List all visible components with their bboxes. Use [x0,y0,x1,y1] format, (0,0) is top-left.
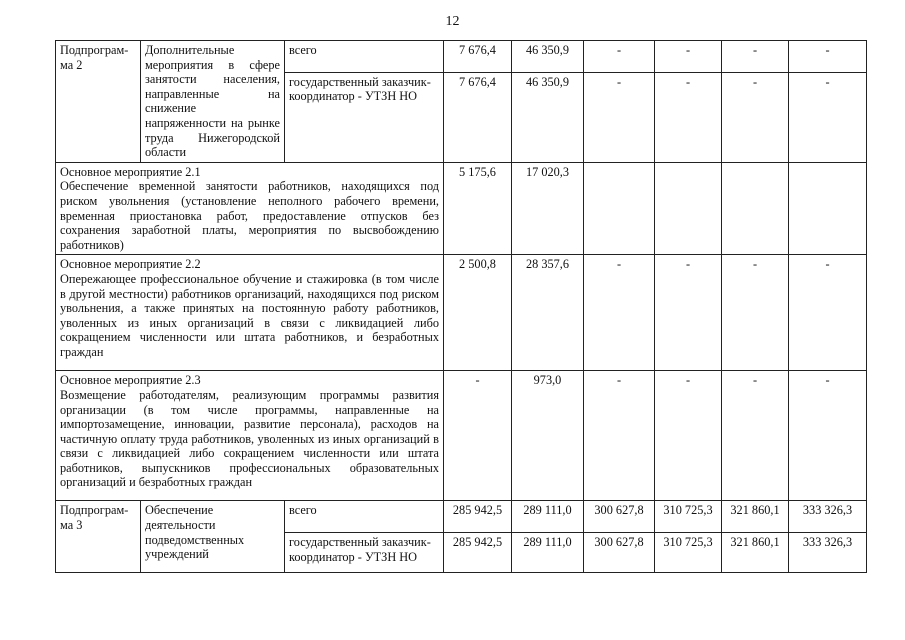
program-cell: Подпрограм-ма 2 [56,41,141,163]
value-cell: 321 860,1 [722,533,789,573]
table-row [56,41,867,73]
value-cell: 7 676,4 [444,72,512,162]
value-cell: 17 020,3 [512,162,584,255]
program-name-cell: Обеспечение деятельности подведомственных учреждений [141,501,285,573]
value-cell: - [722,72,789,162]
value-cell [655,162,722,255]
value-cell: - [444,371,512,501]
value-cell [584,162,655,255]
activity-text: Возмещение работодателям, реализующим программы развития организации (в том числе программы, направленные на импортозамещение, инновации, развитие персонала), расходов на частичную оплату труда работников, уволенных из иных организаций в связи с ликвидацией либо сокращением численности или штата работников, выпускников профессиональных образовательных организаций и безработных граждан [60,387,439,490]
source-label-cell: всего [285,41,444,73]
value-cell: 333 326,3 [789,501,867,533]
source-label-cell: государственный заказчик-координатор - УТЗН НО [285,72,444,162]
table-row [56,255,867,371]
source-label-cell: государственный заказчик-координатор - УТЗН НО [285,533,444,573]
activity-cell [56,255,444,371]
value-cell: 973,0 [512,371,584,501]
activity-title: Основное мероприятие 2.2 [60,257,201,272]
value-cell: 46 350,9 [512,41,584,73]
value-cell: 5 175,6 [444,162,512,255]
value-cell: - [655,371,722,501]
activity-cell [56,162,444,255]
activity-text: Опережающее профессиональное обучение и стажировка (в том числе в другой местности) работников организаций, находящихся под риском увольнения, а также принятых на постоянную работу работников, уволенных из иных организаций в связи с ликвидацией либо сокращением численности или штата работников, и безработных граждан [60,271,439,359]
value-cell: - [655,41,722,73]
value-cell: - [722,255,789,371]
value-cell: - [789,41,867,73]
program-name-cell: Дополнительные мероприятия в сфере занятости населения, направленные на снижение напряженности на рынке труда Нижегородской области [141,41,285,163]
value-cell [789,162,867,255]
value-cell: - [722,41,789,73]
table-row [56,371,867,501]
value-cell: - [789,255,867,371]
value-cell: - [655,255,722,371]
value-cell: 310 725,3 [655,533,722,573]
source-label-cell: всего [285,501,444,533]
table-row [56,162,867,255]
budget-table [55,40,867,573]
value-cell: 285 942,5 [444,533,512,573]
value-cell: 333 326,3 [789,533,867,573]
page-number: 12 [445,14,460,29]
value-cell: 300 627,8 [584,501,655,533]
value-cell: 321 860,1 [722,501,789,533]
activity-title: Основное мероприятие 2.3 [60,373,201,388]
value-cell: 46 350,9 [512,72,584,162]
value-cell: - [655,72,722,162]
value-cell: - [789,72,867,162]
value-cell: 285 942,5 [444,501,512,533]
value-cell: - [584,371,655,501]
activity-cell [56,371,444,501]
value-cell: 2 500,8 [444,255,512,371]
value-cell: 289 111,0 [512,501,584,533]
value-cell: - [722,371,789,501]
value-cell: 310 725,3 [655,501,722,533]
value-cell: - [584,41,655,73]
value-cell: - [789,371,867,501]
activity-text: Обеспечение временной занятости работников, находящихся под риском увольнения (установление неполного рабочего времени, временная приостановка работ, предоставление отпусков без сохранения заработной платы, мероприятия по высвобождению работников) [60,179,439,252]
value-cell: 7 676,4 [444,41,512,73]
value-cell: - [584,72,655,162]
value-cell: 300 627,8 [584,533,655,573]
program-cell: Подпрограм-ма 3 [56,501,141,573]
activity-title: Основное мероприятие 2.1 [60,164,201,179]
value-cell: 289 111,0 [512,533,584,573]
value-cell: 28 357,6 [512,255,584,371]
table-row [56,501,867,533]
value-cell: - [584,255,655,371]
value-cell [722,162,789,255]
